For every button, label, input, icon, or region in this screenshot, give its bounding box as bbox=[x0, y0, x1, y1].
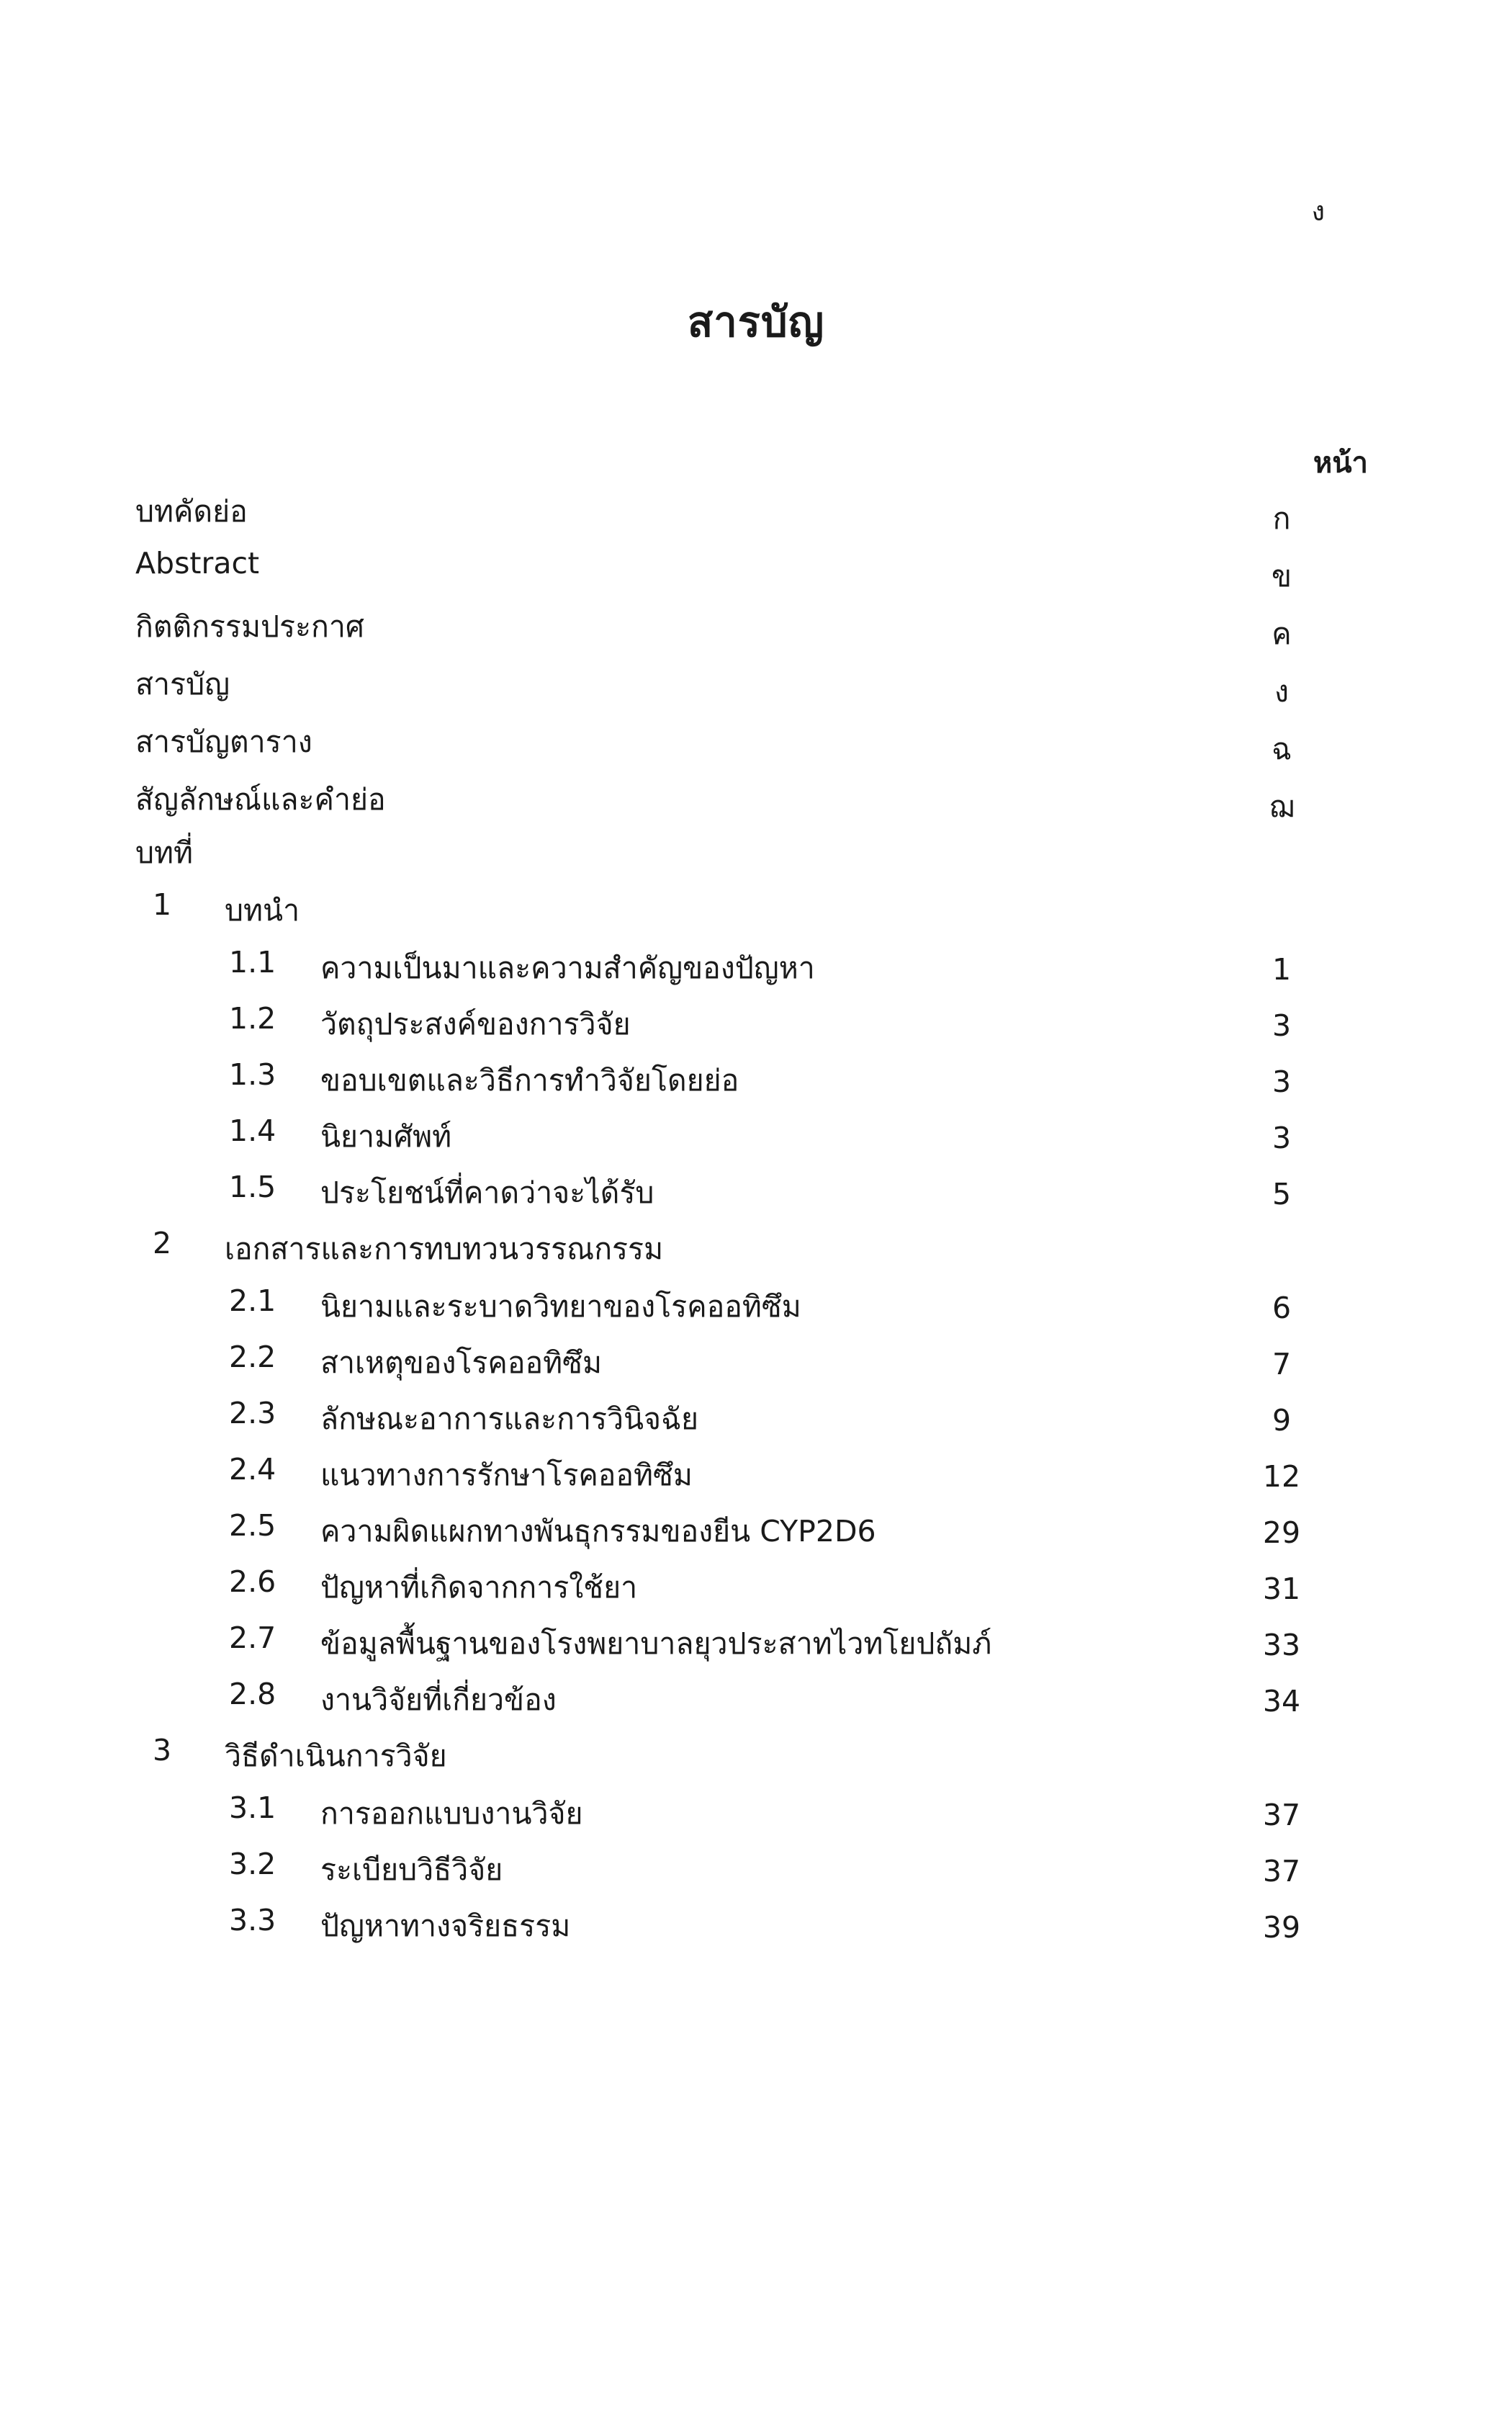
toc-section bbox=[0, 1396, 1512, 1439]
section-title: ความผิดแผกทางพันธุกรรมของยีน CYP2D6 bbox=[320, 1514, 876, 1549]
section-title: วัตถุประสงค์ของการวิจัย bbox=[320, 1007, 631, 1041]
section-page: 33 bbox=[1262, 1628, 1301, 1662]
toc-entry bbox=[0, 776, 1512, 824]
page-column-header: หน้า bbox=[1313, 446, 1368, 480]
section-page: 37 bbox=[1262, 1854, 1301, 1888]
toc-chapter-heading bbox=[0, 830, 1512, 873]
section-title: สาเหตุของโรคออทิซึม bbox=[320, 1345, 602, 1380]
toc-entry-page: ง bbox=[1274, 674, 1290, 709]
section-page: 7 bbox=[1272, 1347, 1292, 1381]
toc-entry-label: Abstract bbox=[135, 546, 260, 581]
section-number: 1.2 bbox=[229, 1001, 276, 1036]
page-title: สารบัญ bbox=[687, 297, 825, 346]
section-number: 1.5 bbox=[229, 1170, 276, 1204]
toc-section bbox=[0, 1452, 1512, 1495]
section-title: ความเป็นมาและความสำคัญของปัญหา bbox=[320, 951, 815, 985]
toc-section bbox=[0, 1057, 1512, 1101]
toc-entry-page: ฉ bbox=[1272, 732, 1292, 766]
section-page: 37 bbox=[1262, 1798, 1301, 1832]
section-title: การออกแบบงานวิจัย bbox=[320, 1796, 583, 1831]
chapter-number: 1 bbox=[153, 887, 172, 922]
toc-entry-label: บทคัดย่อ bbox=[135, 494, 248, 529]
toc-entry bbox=[0, 604, 1512, 651]
chapter-title: วิธีดำเนินการวิจัย bbox=[225, 1739, 447, 1773]
toc-section bbox=[0, 1001, 1512, 1044]
section-page: 29 bbox=[1262, 1515, 1301, 1550]
section-title: นิยามและระบาดวิทยาของโรคออทิซึม bbox=[320, 1289, 801, 1324]
section-page: 31 bbox=[1262, 1572, 1301, 1606]
section-page: 3 bbox=[1272, 1121, 1292, 1155]
section-page: 34 bbox=[1262, 1684, 1301, 1718]
toc-section bbox=[0, 1903, 1512, 1946]
section-page: 3 bbox=[1272, 1065, 1292, 1099]
chapter-number: 2 bbox=[153, 1226, 172, 1260]
section-title: งานวิจัยที่เกี่ยวข้อง bbox=[320, 1682, 557, 1717]
toc-section bbox=[0, 1508, 1512, 1551]
section-title: ลักษณะอาการและการวินิจฉัย bbox=[320, 1402, 699, 1436]
toc-entry bbox=[0, 546, 1512, 593]
toc-entry bbox=[0, 719, 1512, 766]
toc-chapter bbox=[0, 1226, 1512, 1269]
section-page: 3 bbox=[1272, 1008, 1292, 1043]
toc-entry-page: ฌ bbox=[1269, 789, 1295, 824]
toc-entry-page: ข bbox=[1271, 559, 1292, 593]
section-title: ปัญหาที่เกิดจากการใช้ยา bbox=[320, 1570, 638, 1605]
section-number: 2.5 bbox=[229, 1508, 276, 1543]
toc-section bbox=[0, 1621, 1512, 1664]
toc-section bbox=[0, 1340, 1512, 1383]
section-page: 1 bbox=[1272, 952, 1292, 987]
section-number: 2.7 bbox=[229, 1621, 276, 1655]
toc-entry-page: ค bbox=[1272, 617, 1292, 651]
chapter-number: 3 bbox=[153, 1733, 172, 1767]
section-number: 2.4 bbox=[229, 1452, 276, 1487]
section-number: 2.2 bbox=[229, 1340, 276, 1374]
toc-entry-page: ก bbox=[1272, 501, 1291, 536]
toc-entry-label: สารบัญ bbox=[135, 667, 230, 702]
section-number: 2.1 bbox=[229, 1283, 276, 1318]
toc-section bbox=[0, 1677, 1512, 1720]
section-title: นิยามศัพท์ bbox=[320, 1119, 452, 1154]
toc-chapter bbox=[0, 1733, 1512, 1776]
toc-entry bbox=[0, 661, 1512, 709]
toc-section bbox=[0, 945, 1512, 988]
section-number: 1.4 bbox=[229, 1113, 276, 1148]
chapter-title: บทนำ bbox=[225, 893, 300, 928]
page-number: ง bbox=[1311, 195, 1325, 227]
toc-section bbox=[0, 1113, 1512, 1157]
toc-entry-label: สัญลักษณ์และคำย่อ bbox=[135, 782, 386, 817]
section-number: 1.1 bbox=[229, 945, 276, 980]
section-page: 39 bbox=[1262, 1910, 1301, 1945]
section-title: แนวทางการรักษาโรคออทิซึม bbox=[320, 1458, 693, 1492]
toc-section bbox=[0, 1847, 1512, 1890]
section-title: ประโยชน์ที่คาดว่าจะได้รับ bbox=[320, 1175, 654, 1210]
toc-section bbox=[0, 1170, 1512, 1213]
toc-chapter bbox=[0, 887, 1512, 931]
section-page: 6 bbox=[1272, 1291, 1292, 1325]
toc-section bbox=[0, 1283, 1512, 1327]
toc-entry bbox=[0, 488, 1512, 536]
section-number: 3.1 bbox=[229, 1791, 276, 1825]
section-title: ขอบเขตและวิธีการทำวิจัยโดยย่อ bbox=[320, 1063, 739, 1098]
toc-entry-label: กิตติกรรมประกาศ bbox=[135, 609, 364, 644]
section-number: 3.2 bbox=[229, 1847, 276, 1881]
section-title: ปัญหาทางจริยธรรม bbox=[320, 1909, 571, 1943]
section-number: 2.6 bbox=[229, 1564, 276, 1599]
toc-section bbox=[0, 1791, 1512, 1834]
section-number: 3.3 bbox=[229, 1903, 276, 1937]
section-number: 2.8 bbox=[229, 1677, 276, 1711]
chapter-title: เอกสารและการทบทวนวรรณกรรม bbox=[225, 1232, 664, 1266]
toc-entry-label: สารบัญตาราง bbox=[135, 725, 312, 759]
section-title: ระเบียบวิธีวิจัย bbox=[320, 1852, 503, 1887]
section-page: 5 bbox=[1272, 1177, 1292, 1211]
toc-entry-label: บทที่ bbox=[135, 835, 194, 870]
section-page: 12 bbox=[1262, 1459, 1301, 1494]
section-number: 1.3 bbox=[229, 1057, 276, 1092]
toc-section bbox=[0, 1564, 1512, 1608]
section-number: 2.3 bbox=[229, 1396, 276, 1430]
section-title: ข้อมูลพื้นฐานของโรงพยาบาลยุวประสาทไวทโยปถัมภ์ bbox=[320, 1626, 992, 1661]
section-page: 9 bbox=[1272, 1403, 1292, 1438]
